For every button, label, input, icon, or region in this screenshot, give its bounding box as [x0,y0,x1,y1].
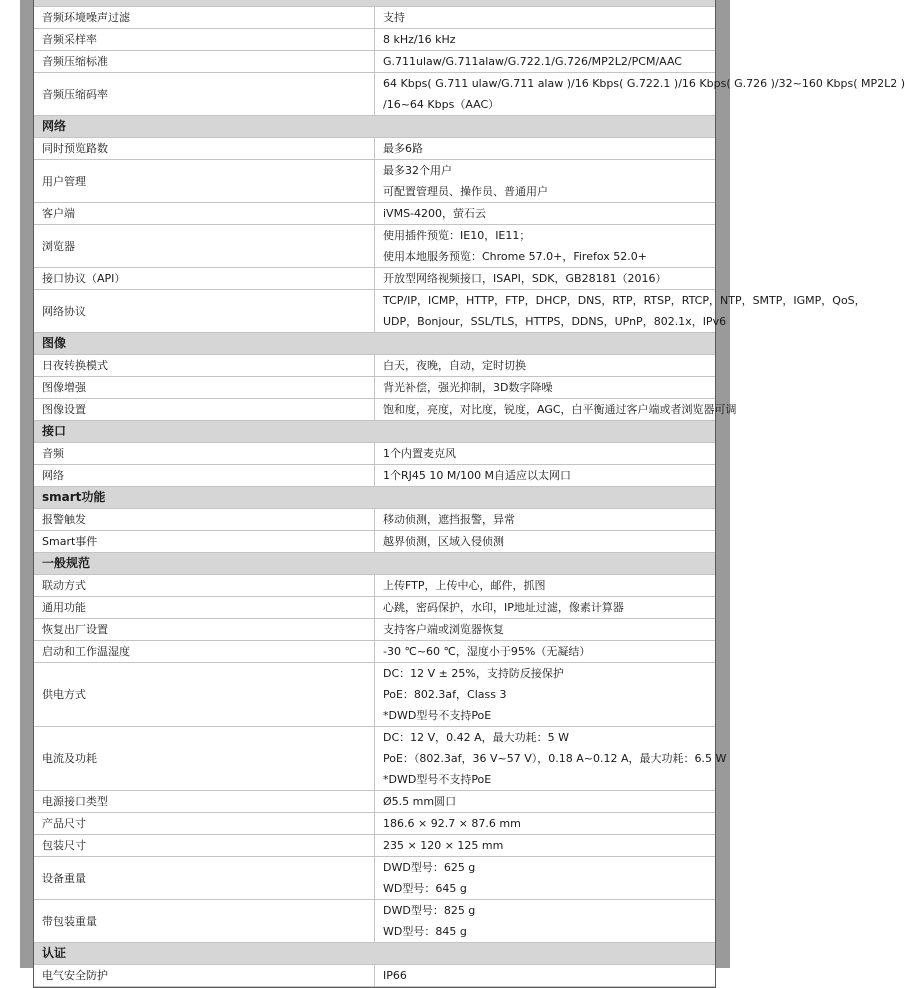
spec-value-line: 1个内置麦克风 [383,447,456,460]
spec-value-line: /16~64 Kbps（AAC） [383,98,500,111]
table-row [34,268,715,290]
spec-label: 供电方式 [34,663,375,727]
spec-label: 通用功能 [34,597,375,619]
spec-value-line: DWD型号：625 g [383,861,476,874]
table-row [34,225,715,268]
table-row [34,29,715,51]
spec-value-line: DC：12 V，0.42 A，最大功耗：5 W [383,731,570,744]
spec-label: 浏览器 [34,225,375,268]
spec-value-line: *DWD型号不支持PoE [383,709,492,722]
table-row [34,965,715,987]
spec-value-line: 支持 [383,11,405,24]
spec-value [375,7,716,29]
spec-value-line: WD型号：845 g [383,925,467,938]
table-row [34,791,715,813]
spec-value [375,138,716,160]
spec-label: 设备重量 [34,857,375,900]
spec-value [375,160,716,203]
spec-value-line: Ø5.5 mm圆口 [383,795,457,808]
table-row [34,641,715,663]
table-row [34,377,715,399]
section-title: 图像 [34,333,715,355]
spec-label: 接口协议（API） [34,268,375,290]
spec-label: 日夜转换模式 [34,355,375,377]
spec-value-line: 上传FTP，上传中心，邮件，抓图 [383,579,546,592]
spec-label: 网络协议 [34,290,375,333]
spec-value-line: 心跳，密码保护，水印，IP地址过滤，像素计算器 [383,601,624,614]
spec-value [375,531,716,553]
spec-value-line: 8 kHz/16 kHz [383,33,456,46]
table-row [34,355,715,377]
spec-label: 包装尺寸 [34,835,375,857]
spec-value-line: 最多32个用户 [383,164,452,177]
spec-label: 音频环境噪声过滤 [34,7,375,29]
table-row [34,7,715,29]
spec-value [375,835,716,857]
table-row [34,835,715,857]
spec-table [34,0,905,987]
spec-value-line: WD型号：645 g [383,882,467,895]
spec-value [375,290,866,333]
table-row [34,813,715,835]
spec-value-line: iVMS-4200，萤石云 [383,207,487,220]
spec-value-line: 白天，夜晚，自动，定时切换 [383,359,526,372]
table-row [34,727,715,791]
table-row [34,575,715,597]
table-row [34,399,715,421]
spec-value-line: PoE：802.3af，Class 3 [383,688,507,701]
spec-value-line: 饱和度，亮度，对比度，锐度，AGC，白平衡通过客户端或者浏览器可调 [383,403,737,416]
table-row [34,203,715,225]
spec-value [375,225,716,268]
table-row [34,857,715,900]
section-header [34,553,715,575]
spec-value-line: 使用插件预览：IE10，IE11； [383,229,531,242]
spec-value [375,575,716,597]
spec-value [375,727,727,791]
spec-value-line: 使用本地服务预览：Chrome 57.0+，Firefox 52.0+ [383,250,647,263]
spec-label: 报警触发 [34,509,375,531]
spec-value [375,597,716,619]
spec-label: 启动和工作温湿度 [34,641,375,663]
spec-label: Smart事件 [34,531,375,553]
spec-label: 图像增强 [34,377,375,399]
section-title: 接口 [34,421,715,443]
spec-label: 客户端 [34,203,375,225]
spec-label: 电气安全防护 [34,965,375,987]
spec-value [375,29,716,51]
spec-value [375,73,905,116]
section-title: 网络 [34,116,715,138]
spec-value-line: DWD型号：825 g [383,904,476,917]
spec-value-line: *DWD型号不支持PoE [383,773,492,786]
section-header [34,333,715,355]
spec-value [375,51,716,73]
spec-value [375,203,716,225]
spec-value [375,443,716,465]
spec-label: 音频压缩码率 [34,73,375,116]
spec-value-line: PoE：（802.3af，36 V~57 V），0.18 A~0.12 A，最大功耗：6.5 W [383,752,727,765]
table-row [34,597,715,619]
spec-value [375,641,716,663]
spec-value [375,965,716,987]
table-row [34,443,715,465]
spec-value-line: IP66 [383,969,407,982]
table-row [34,465,715,487]
table-row [34,138,715,160]
spec-label: 同时预览路数 [34,138,375,160]
spec-label: 音频压缩标准 [34,51,375,73]
spec-value [375,791,716,813]
spec-label: 电流及功耗 [34,727,375,791]
spec-value-line: 最多6路 [383,142,423,155]
section-title: smart功能 [34,487,715,509]
spec-value-line: 开放型网络视频接口，ISAPI，SDK，GB28181（2016） [383,272,667,285]
spec-value-line: 移动侦测，遮挡报警，异常 [383,513,515,526]
spec-label: 网络 [34,465,375,487]
section-title: 一般规范 [34,553,715,575]
spec-value-line: UDP，Bonjour，SSL/TLS，HTTPS，DDNS，UPnP，802.1x，IPv6 [383,315,727,328]
section-header [34,487,715,509]
spec-value [375,399,737,421]
section-title: 认证 [34,943,715,965]
spec-value-line: 1个RJ45 10 M/100 M自适应以太网口 [383,469,572,482]
spec-label: 恢复出厂设置 [34,619,375,641]
spec-value [375,268,716,290]
spec-value [375,857,716,900]
spec-value-line: DC：12 V ± 25%，支持防反接保护 [383,667,564,680]
spec-value-line: 支持客户端或浏览器恢复 [383,623,504,636]
section-header [34,943,715,965]
spec-value [375,619,716,641]
spec-value-line: 越界侦测，区域入侵侦测 [383,535,504,548]
spec-label: 音频 [34,443,375,465]
table-row [34,619,715,641]
table-row [34,73,715,116]
table-row [34,160,715,203]
spec-value [375,900,716,943]
spec-label: 带包装重量 [34,900,375,943]
spec-value-line: 186.6 × 92.7 × 87.6 mm [383,817,521,830]
spec-value-line: 可配置管理员、操作员、普通用户 [383,185,548,198]
table-row [34,531,715,553]
table-row [34,663,715,727]
table-row [34,509,715,531]
spec-value [375,355,716,377]
table-row [34,51,715,73]
section-header [34,421,715,443]
spec-label: 产品尺寸 [34,813,375,835]
spec-sheet [33,0,905,988]
spec-value [375,813,716,835]
spec-label: 音频采样率 [34,29,375,51]
spec-label: 用户管理 [34,160,375,203]
spec-value [375,663,716,727]
spec-value-line: TCP/IP，ICMP，HTTP，FTP，DHCP，DNS，RTP，RTSP，RTCP，NTP，SMTP，IGMP，QoS， [383,294,866,307]
spec-value-line: G.711ulaw/G.711alaw/G.722.1/G.726/MP2L2/PCM/AAC [383,55,682,68]
spec-label: 电源接口类型 [34,791,375,813]
spec-value [375,509,716,531]
spec-value-line: 235 × 120 × 125 mm [383,839,504,852]
spec-value-line: 背光补偿，强光抑制，3D数字降噪 [383,381,553,394]
spec-value [375,465,716,487]
spec-label: 图像设置 [34,399,375,421]
spec-value-line: -30 ℃~60 ℃，湿度小于95%（无凝结） [383,645,591,658]
spec-label: 联动方式 [34,575,375,597]
table-row [34,900,715,943]
table-row [34,290,715,333]
section-header [34,116,715,138]
spec-value [375,377,716,399]
spec-value-line: 64 Kbps( G.711 ulaw/G.711 alaw )/16 Kbps( G.722.1 )/16 Kbps( G.726 )/32~160 Kbps( MP2L2 ) [383,77,905,90]
